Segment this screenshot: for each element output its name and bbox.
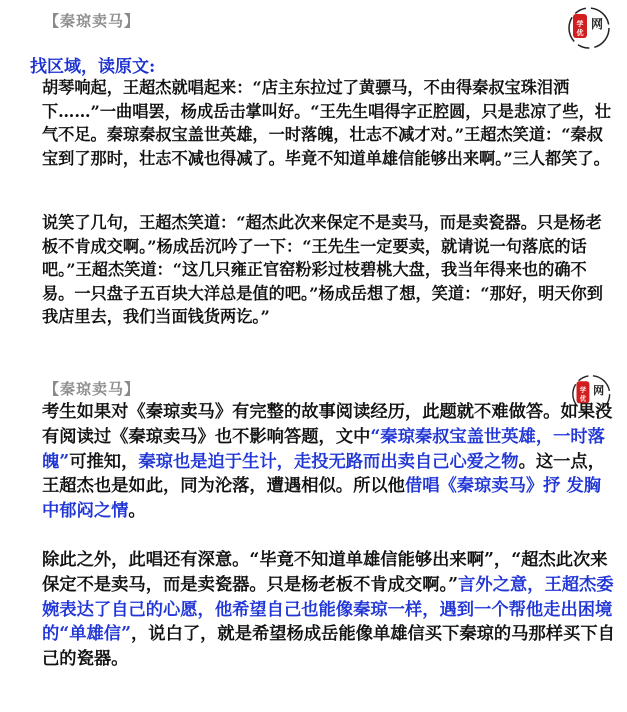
analysis-text: 除此之外，此唱还有深意。“毕竟不知道单雄信能够出来啊”，“超杰此次来保定不是卖马，而是卖瓷器。只是杨老板不肯成交啊。” — [42, 550, 608, 595]
analysis-text: ，说白了，就是希望杨成岳能像单雄信买下秦琼的马那样买下自己的瓷器。 — [42, 624, 615, 670]
seal-logo-icon — [565, 4, 619, 54]
analysis-paragraph-2 — [8, 548, 617, 672]
svg-text:学: 学 — [576, 20, 584, 28]
svg-text:优: 优 — [579, 394, 587, 403]
svg-text:网: 网 — [590, 17, 604, 31]
original-paragraph-1: 胡琴响起，王超杰就唱起来：“店主东拉过了黄骠马，不由得秦叔宝珠泪洒下……”一曲唱罢，杨成岳击掌叫好。“王先生唱得字正腔圆，只是悲凉了些，壮气不足。秦琼秦叔宝盖世英雄，一时落魄，壮志不减才对。”王超杰笑道：“秦叔宝到了那时，壮志不减也得减了。毕竟不知道单雄信能够出来啊。”三人都笑了。 — [42, 78, 611, 168]
analysis-highlight: 借唱《秦琼卖马》抒 发胸中郁闷之情 — [42, 476, 602, 522]
original-paragraph-2: 说笑了几句，王超杰笑道：“超杰此次来保定不是卖马，而是卖瓷器。只是杨老板不肯成交啊。”杨成岳沉吟了一下：“王先生一定要卖，就请说一句落底的话吧。”王超杰笑道：“这几只雍正官窑粉彩过枝碧桃大盘，我当年得来也的确不易。一只盘子五百块大洋总是值的吧。”杨成岳想了想，笑道：“那好，明天你到我店里去，我们当面钱货两讫。” — [42, 213, 603, 326]
analysis-highlight: 言外之意，王超杰委婉表达了自己的心愿，他希望自己也能像秦琼一样，遇到一个帮他走出困境的“单雄信” — [42, 574, 614, 645]
analysis-panel — [0, 370, 627, 712]
analysis-highlight: “秦琼秦叔宝盖世英雄，一时落魄” — [42, 426, 605, 472]
original-text-panel — [0, 0, 627, 340]
analysis-text: 。这一点，王超杰也是如此，同为沦落，遭遇相似。所以他 — [42, 451, 605, 497]
svg-text:网: 网 — [593, 384, 605, 398]
analysis-paragraph-1 — [8, 400, 617, 524]
section-tag: 【秦琼卖马】 — [44, 12, 141, 30]
svg-text:优: 优 — [576, 29, 584, 37]
section-tag: 【秦琼卖马】 — [44, 380, 141, 398]
analysis-highlight: 秦琼也是迫于生计，走投无路而出卖自己心爱之物 — [138, 451, 519, 472]
svg-text:学: 学 — [579, 386, 587, 395]
instruction-heading: 找区域，读原文: — [30, 57, 156, 77]
analysis-text: 考生如果对《秦琼卖马》有完整的故事阅读经历，此题就不难做答。如果没有阅读过《秦琼卖马》也不影响答题，文中 — [42, 402, 613, 447]
analysis-text: 可推知， — [69, 451, 139, 472]
analysis-text: 。 — [128, 501, 146, 522]
